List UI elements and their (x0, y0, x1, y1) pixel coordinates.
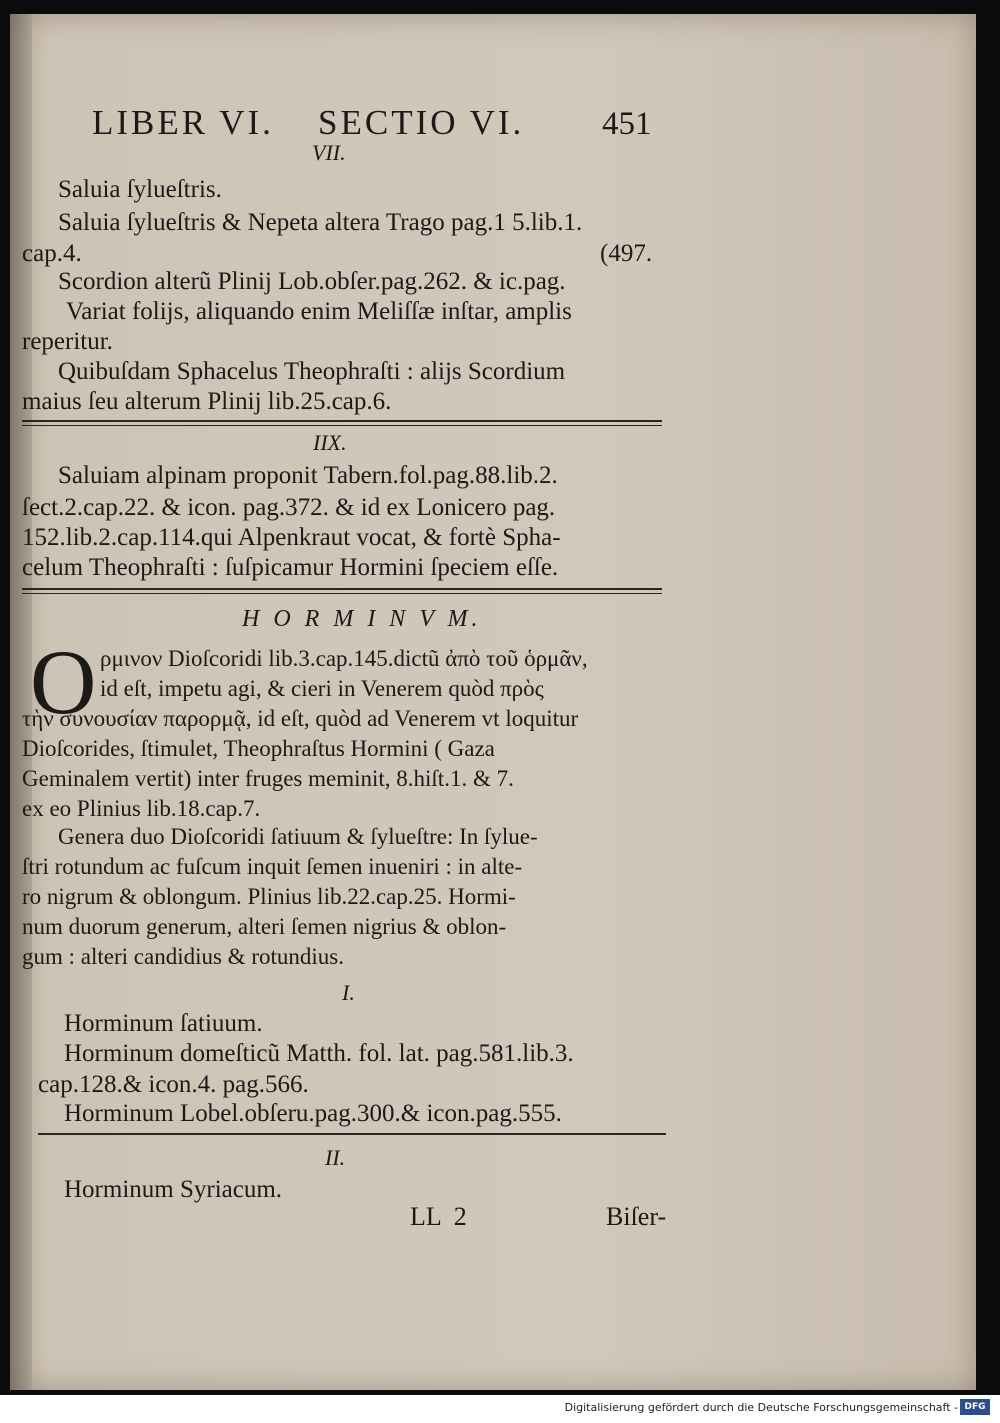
text-line: maius ſeu alterum Plinij lib.25.cap.6. (22, 388, 392, 415)
text-line: gum : alteri candidius & rotundius. (22, 944, 344, 969)
text-line: Genera duo Dioſcoridi ſatiuum & ſylueſtre: In ſylue- (58, 824, 538, 849)
text-line: ρμινον Dioſcoridi lib.3.cap.145.dictũ ἀπὸ τοῦ ὁρμᾶν, (100, 646, 588, 671)
text-line: celum Theophraſti : ſuſpicamur Hormini ſpeciem eſſe. (22, 554, 559, 581)
text-line: ſect.2.cap.22. & icon. pag.372. & id ex Lonicero pag. (22, 494, 556, 521)
drop-cap: O (30, 631, 97, 733)
text-line: cap.4. (22, 240, 82, 267)
text-line: τὴν συνουσίαν παρορμᾷ, id eſt, quòd ad Venerem vt loquitur (22, 706, 579, 731)
text-line: id eſt, impetu agi, & cieri in Venerem quòd πρὸς (100, 676, 544, 701)
text-line: Horminum Lobel.obſeru.pag.300.& icon.pag.555. (64, 1100, 562, 1127)
text-line: 152.lib.2.cap.114.qui Alpenkraut vocat, & fortè Spha- (22, 524, 561, 551)
section-rule (38, 1133, 666, 1135)
text-line: ſtri rotundum ac fuſcum inquit ſemen inueniri : in alte- (22, 854, 523, 879)
text-line: Saluiam alpinam proponit Tabern.fol.pag.88.lib.2. (58, 462, 558, 489)
section-rule (22, 420, 662, 426)
text-line: Geminalem vertit) inter fruges meminit, 8.hiſt.1. & 7. (22, 766, 514, 791)
signature-mark: LL 2 (410, 1202, 467, 1231)
text-line: Horminum Syriacum. (64, 1176, 283, 1203)
text-line: ro nigrum & oblongum. Plinius lib.22.cap.25. Hormi- (22, 884, 516, 909)
catchword: Biſer- (606, 1202, 667, 1231)
page-number: 451 (602, 106, 652, 142)
section-numeral-iix: IIX. (313, 430, 347, 455)
section-numeral-i: I. (342, 980, 355, 1005)
funding-credit: Digitalisierung gefördert durch die Deutsche Forschungsgemeinschaft - (564, 1401, 958, 1414)
footer-bar (0, 1395, 1000, 1423)
running-title-left: LIBER VI. (92, 103, 274, 142)
section-rule (22, 588, 662, 594)
text-line: Horminum ſatiuum. (64, 1010, 263, 1037)
running-title-right: SECTIO VI. (318, 103, 525, 142)
text-line: Scordion alterũ Plinij Lob.obſer.pag.262. & ic.pag. (58, 268, 566, 295)
text-line: reperitur. (22, 328, 113, 355)
text-line: Saluia ſylueſtris. (58, 176, 222, 203)
text-line: Saluia ſylueſtris & Nepeta altera Trago pag.1 5.lib.1. (58, 209, 583, 236)
text-line: Quibuſdam Sphacelus Theophraſti : alijs Scordium (58, 358, 566, 385)
text-line: num duorum generum, alteri ſemen nigrius & oblon- (22, 914, 507, 939)
section-numeral-vii: VII. (312, 140, 346, 165)
text-line: ex eo Plinius lib.18.cap.7. (22, 796, 261, 821)
section-title-horminum: H O R M I N V M. (242, 606, 482, 632)
text-line: (497. (600, 240, 653, 267)
section-numeral-ii: II. (325, 1145, 346, 1170)
text-line: cap.128.& icon.4. pag.566. (38, 1071, 309, 1098)
text-line: Horminum domeſticũ Matth. fol. lat. pag.581.lib.3. (64, 1040, 574, 1067)
text-line: Variat folijs, aliquando enim Meliſſæ inſtar, amplis (66, 298, 572, 325)
page-spine-shadow (10, 14, 32, 1390)
text-line: Dioſcorides, ſtimulet, Theophraſtus Hormini ( Gaza (22, 736, 495, 761)
dfg-logo: DFG (960, 1399, 990, 1415)
